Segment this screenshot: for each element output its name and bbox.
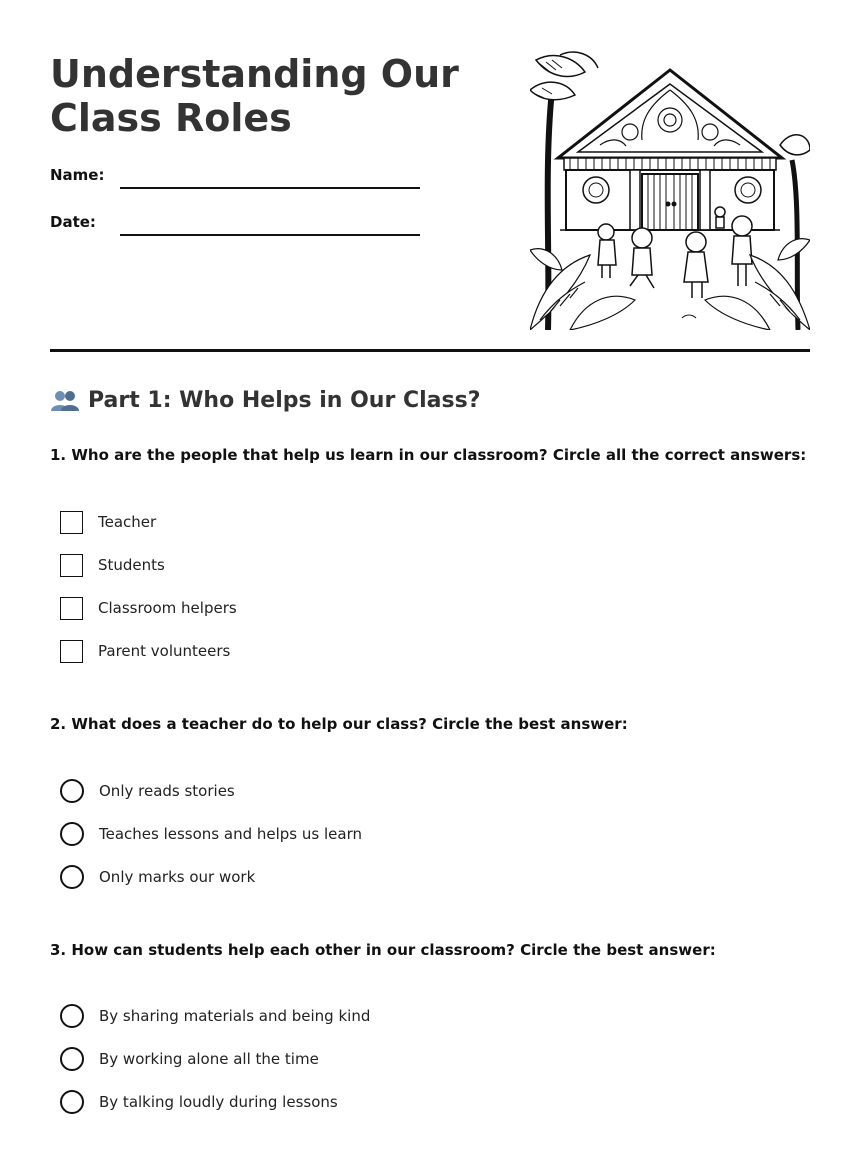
option-only-reads-stories[interactable] <box>60 778 235 804</box>
name-field[interactable] <box>120 187 420 189</box>
option-working-alone[interactable] <box>60 1046 319 1072</box>
part1-heading-text: Part 1: Who Helps in Our Class? <box>88 388 481 413</box>
option-teaches-lessons[interactable] <box>60 821 362 847</box>
meeting-house-illustration <box>530 50 810 330</box>
worksheet-title: Understanding Our Class Roles <box>50 52 459 140</box>
option-parent-volunteers[interactable] <box>60 638 230 664</box>
people-icon <box>50 390 80 412</box>
checkbox[interactable] <box>60 597 83 620</box>
radio-circle[interactable] <box>60 822 84 846</box>
date-label: Date: <box>50 213 96 231</box>
radio-circle[interactable] <box>60 1004 84 1028</box>
option-label: Parent volunteers <box>98 642 231 660</box>
option-students[interactable] <box>60 552 165 578</box>
checkbox[interactable] <box>60 640 83 663</box>
option-label: Only reads stories <box>99 782 235 800</box>
option-label: By talking loudly during lessons <box>99 1093 338 1111</box>
option-label: Teacher <box>98 513 157 531</box>
checkbox[interactable] <box>60 511 83 534</box>
radio-circle[interactable] <box>60 1090 84 1114</box>
part1-heading <box>50 388 480 413</box>
checkbox[interactable] <box>60 554 83 577</box>
option-talking-loudly[interactable] <box>60 1089 338 1115</box>
option-only-marks-work[interactable] <box>60 864 255 890</box>
option-label: Classroom helpers <box>98 599 237 617</box>
option-label: Students <box>98 556 165 574</box>
question-3: 3. How can students help each other in our classroom? Circle the best answer: <box>50 941 716 959</box>
option-sharing-materials[interactable] <box>60 1003 370 1029</box>
option-label: By working alone all the time <box>99 1050 319 1068</box>
question-1: 1. Who are the people that help us learn in our classroom? Circle all the correct answers: <box>50 446 807 464</box>
radio-circle[interactable] <box>60 779 84 803</box>
option-classroom-helpers[interactable] <box>60 595 237 621</box>
option-teacher[interactable] <box>60 509 156 535</box>
name-label: Name: <box>50 166 105 184</box>
date-field[interactable] <box>120 234 420 236</box>
option-label: Teaches lessons and helps us learn <box>99 825 362 843</box>
question-2: 2. What does a teacher do to help our class? Circle the best answer: <box>50 715 628 733</box>
header-divider <box>50 349 810 352</box>
radio-circle[interactable] <box>60 1047 84 1071</box>
radio-circle[interactable] <box>60 865 84 889</box>
option-label: Only marks our work <box>99 868 256 886</box>
option-label: By sharing materials and being kind <box>99 1007 371 1025</box>
